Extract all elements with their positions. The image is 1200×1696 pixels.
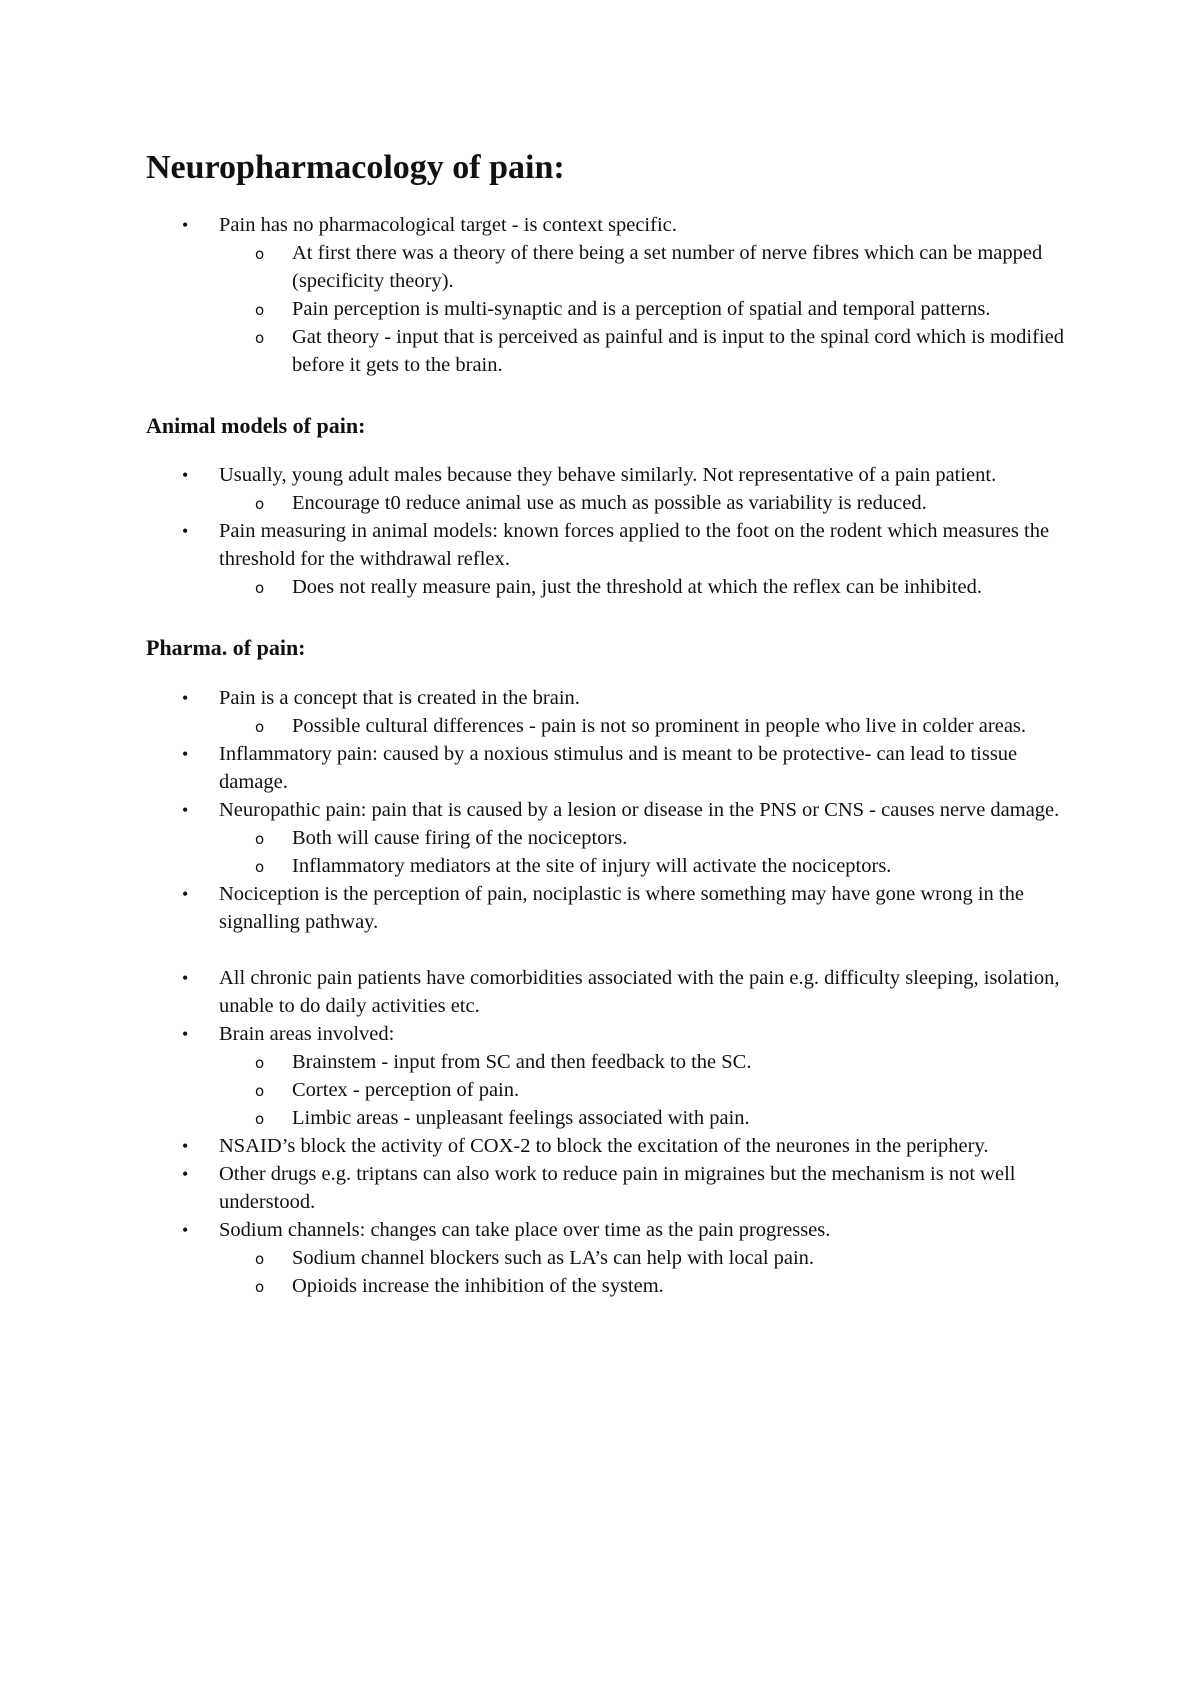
bullet-list — [146, 211, 1086, 379]
sub-bullet-icon: o — [255, 1109, 265, 1128]
list-item-text: Inflammatory pain: caused by a noxious stimulus and is meant to be protective- can lead to tissue damage. — [219, 742, 1018, 793]
sub-list-item-text: Sodium channel blockers such as LA’s can help with local pain. — [292, 1246, 815, 1269]
sub-list-item-text: Encourage t0 reduce animal use as much as possible as variability is reduced. — [292, 492, 927, 515]
list-item — [146, 740, 1086, 796]
sub-list-item — [219, 824, 1086, 852]
list-item-text: Neuropathic pain: pain that is caused by a lesion or disease in the PNS or CNS - causes nerve damage. — [219, 798, 1060, 821]
sub-list-item-text: Inflammatory mediators at the site of injury will activate the nociceptors. — [292, 854, 892, 877]
bullet-icon: • — [182, 465, 189, 486]
list-item-text: Pain is a concept that is created in the brain. — [219, 686, 580, 709]
list-item-text: Usually, young adult males because they behave similarly. Not representative of a pain patient. — [219, 464, 997, 487]
list-item-text: Nociception is the perception of pain, nociplastic is where something may have gone wrong in the signalling pathway. — [219, 882, 1024, 933]
sub-list-item-text: Limbic areas - unpleasant feelings associated with pain. — [292, 1106, 750, 1129]
bullet-icon: • — [182, 1023, 189, 1044]
sub-bullet-list — [219, 573, 1086, 601]
list-item — [146, 1132, 1086, 1160]
section-heading: Animal models of pain: — [146, 412, 366, 438]
list-item — [146, 880, 1086, 936]
sub-bullet-icon: o — [255, 579, 265, 598]
list-item-text: NSAID’s block the activity of COX-2 to block the excitation of the neurones in the periphery. — [219, 1134, 989, 1157]
bullet-list — [146, 461, 1086, 601]
sub-bullet-icon: o — [255, 495, 265, 514]
bullet-list — [146, 684, 1086, 1300]
document-page — [146, 148, 1086, 1300]
sub-bullet-icon: o — [255, 829, 265, 848]
list-item — [146, 964, 1086, 1020]
list-item — [146, 461, 1086, 517]
sub-list-item-text: Brainstem - input from SC and then feedback to the SC. — [292, 1050, 752, 1073]
bullet-icon: • — [182, 967, 189, 988]
list-item-text: Other drugs e.g. triptans can also work to reduce pain in migraines but the mechanism is not well understood. — [219, 1162, 1016, 1213]
sub-bullet-icon: o — [255, 717, 265, 736]
list-item-text: Pain has no pharmacological target - is context specific. — [219, 213, 677, 236]
list-item — [146, 796, 1086, 880]
sub-list-item — [219, 712, 1086, 740]
sub-list-item — [219, 852, 1086, 880]
list-item — [146, 684, 1086, 740]
bullet-icon: • — [182, 687, 189, 708]
sub-bullet-icon: o — [255, 328, 265, 347]
sub-list-item-text: Both will cause firing of the nociceptors. — [292, 826, 628, 849]
sub-list-item — [219, 239, 1086, 295]
sub-list-item-text: Opioids increase the inhibition of the system. — [292, 1274, 664, 1297]
sub-list-item-text: At first there was a theory of there being a set number of nerve fibres which can be mapped (specificity theory). — [292, 241, 1043, 292]
sub-bullet-list — [219, 489, 1086, 517]
bullet-icon: • — [182, 883, 189, 904]
list-item-text: Sodium channels: changes can take place over time as the pain progresses. — [219, 1218, 831, 1241]
list-item — [146, 211, 1086, 379]
list-item-text: Brain areas involved: — [219, 1022, 395, 1045]
bullet-icon: • — [182, 521, 189, 542]
sections-container — [146, 211, 1086, 1300]
sub-list-item — [219, 573, 1086, 601]
sub-list-item — [219, 489, 1086, 517]
list-item — [146, 1160, 1086, 1216]
sub-bullet-list — [219, 1048, 1086, 1132]
sub-bullet-list — [219, 239, 1086, 379]
list-item — [146, 1216, 1086, 1300]
sub-list-item-text: Gat theory - input that is perceived as painful and is input to the spinal cord which is modified before it gets to the brain. — [292, 325, 1064, 376]
sub-list-item — [219, 1104, 1086, 1132]
sub-list-item — [219, 1076, 1086, 1104]
list-item-text: Pain measuring in animal models: known forces applied to the foot on the rodent which measures the threshold for the withdrawal reflex. — [219, 520, 1050, 571]
list-item — [146, 1020, 1086, 1132]
section-heading: Pharma. of pain: — [146, 635, 306, 661]
sub-bullet-icon: o — [255, 244, 265, 263]
page-title: Neuropharmacology of pain: — [146, 149, 565, 186]
list-spacer — [146, 936, 1086, 964]
sub-list-item — [219, 1244, 1086, 1272]
sub-bullet-list — [219, 824, 1086, 880]
sub-bullet-icon: o — [255, 1277, 265, 1296]
sub-list-item — [219, 323, 1086, 379]
bullet-icon: • — [182, 743, 189, 764]
sub-bullet-icon: o — [255, 1249, 265, 1268]
sub-bullet-icon: o — [255, 857, 265, 876]
bullet-icon: • — [182, 214, 189, 235]
sub-list-item — [219, 295, 1086, 323]
sub-list-item-text: Possible cultural differences - pain is not so prominent in people who live in colder areas. — [292, 714, 1027, 737]
bullet-icon: • — [182, 799, 189, 820]
sub-bullet-icon: o — [255, 1053, 265, 1072]
sub-list-item-text: Cortex - perception of pain. — [292, 1078, 520, 1101]
bullet-icon: • — [182, 1219, 189, 1240]
sub-bullet-list — [219, 712, 1086, 740]
sub-list-item-text: Does not really measure pain, just the threshold at which the reflex can be inhibited. — [292, 576, 982, 599]
sub-bullet-icon: o — [255, 300, 265, 319]
sub-list-item-text: Pain perception is multi-synaptic and is a perception of spatial and temporal patterns. — [292, 297, 991, 320]
list-item — [146, 517, 1086, 601]
bullet-icon: • — [182, 1135, 189, 1156]
bullet-icon: • — [182, 1163, 189, 1184]
sub-list-item — [219, 1272, 1086, 1300]
list-item-text: All chronic pain patients have comorbidities associated with the pain e.g. difficulty sleeping, isolation, unable to do daily activities etc. — [219, 966, 1060, 1017]
sub-bullet-icon: o — [255, 1081, 265, 1100]
sub-bullet-list — [219, 1244, 1086, 1300]
sub-list-item — [219, 1048, 1086, 1076]
